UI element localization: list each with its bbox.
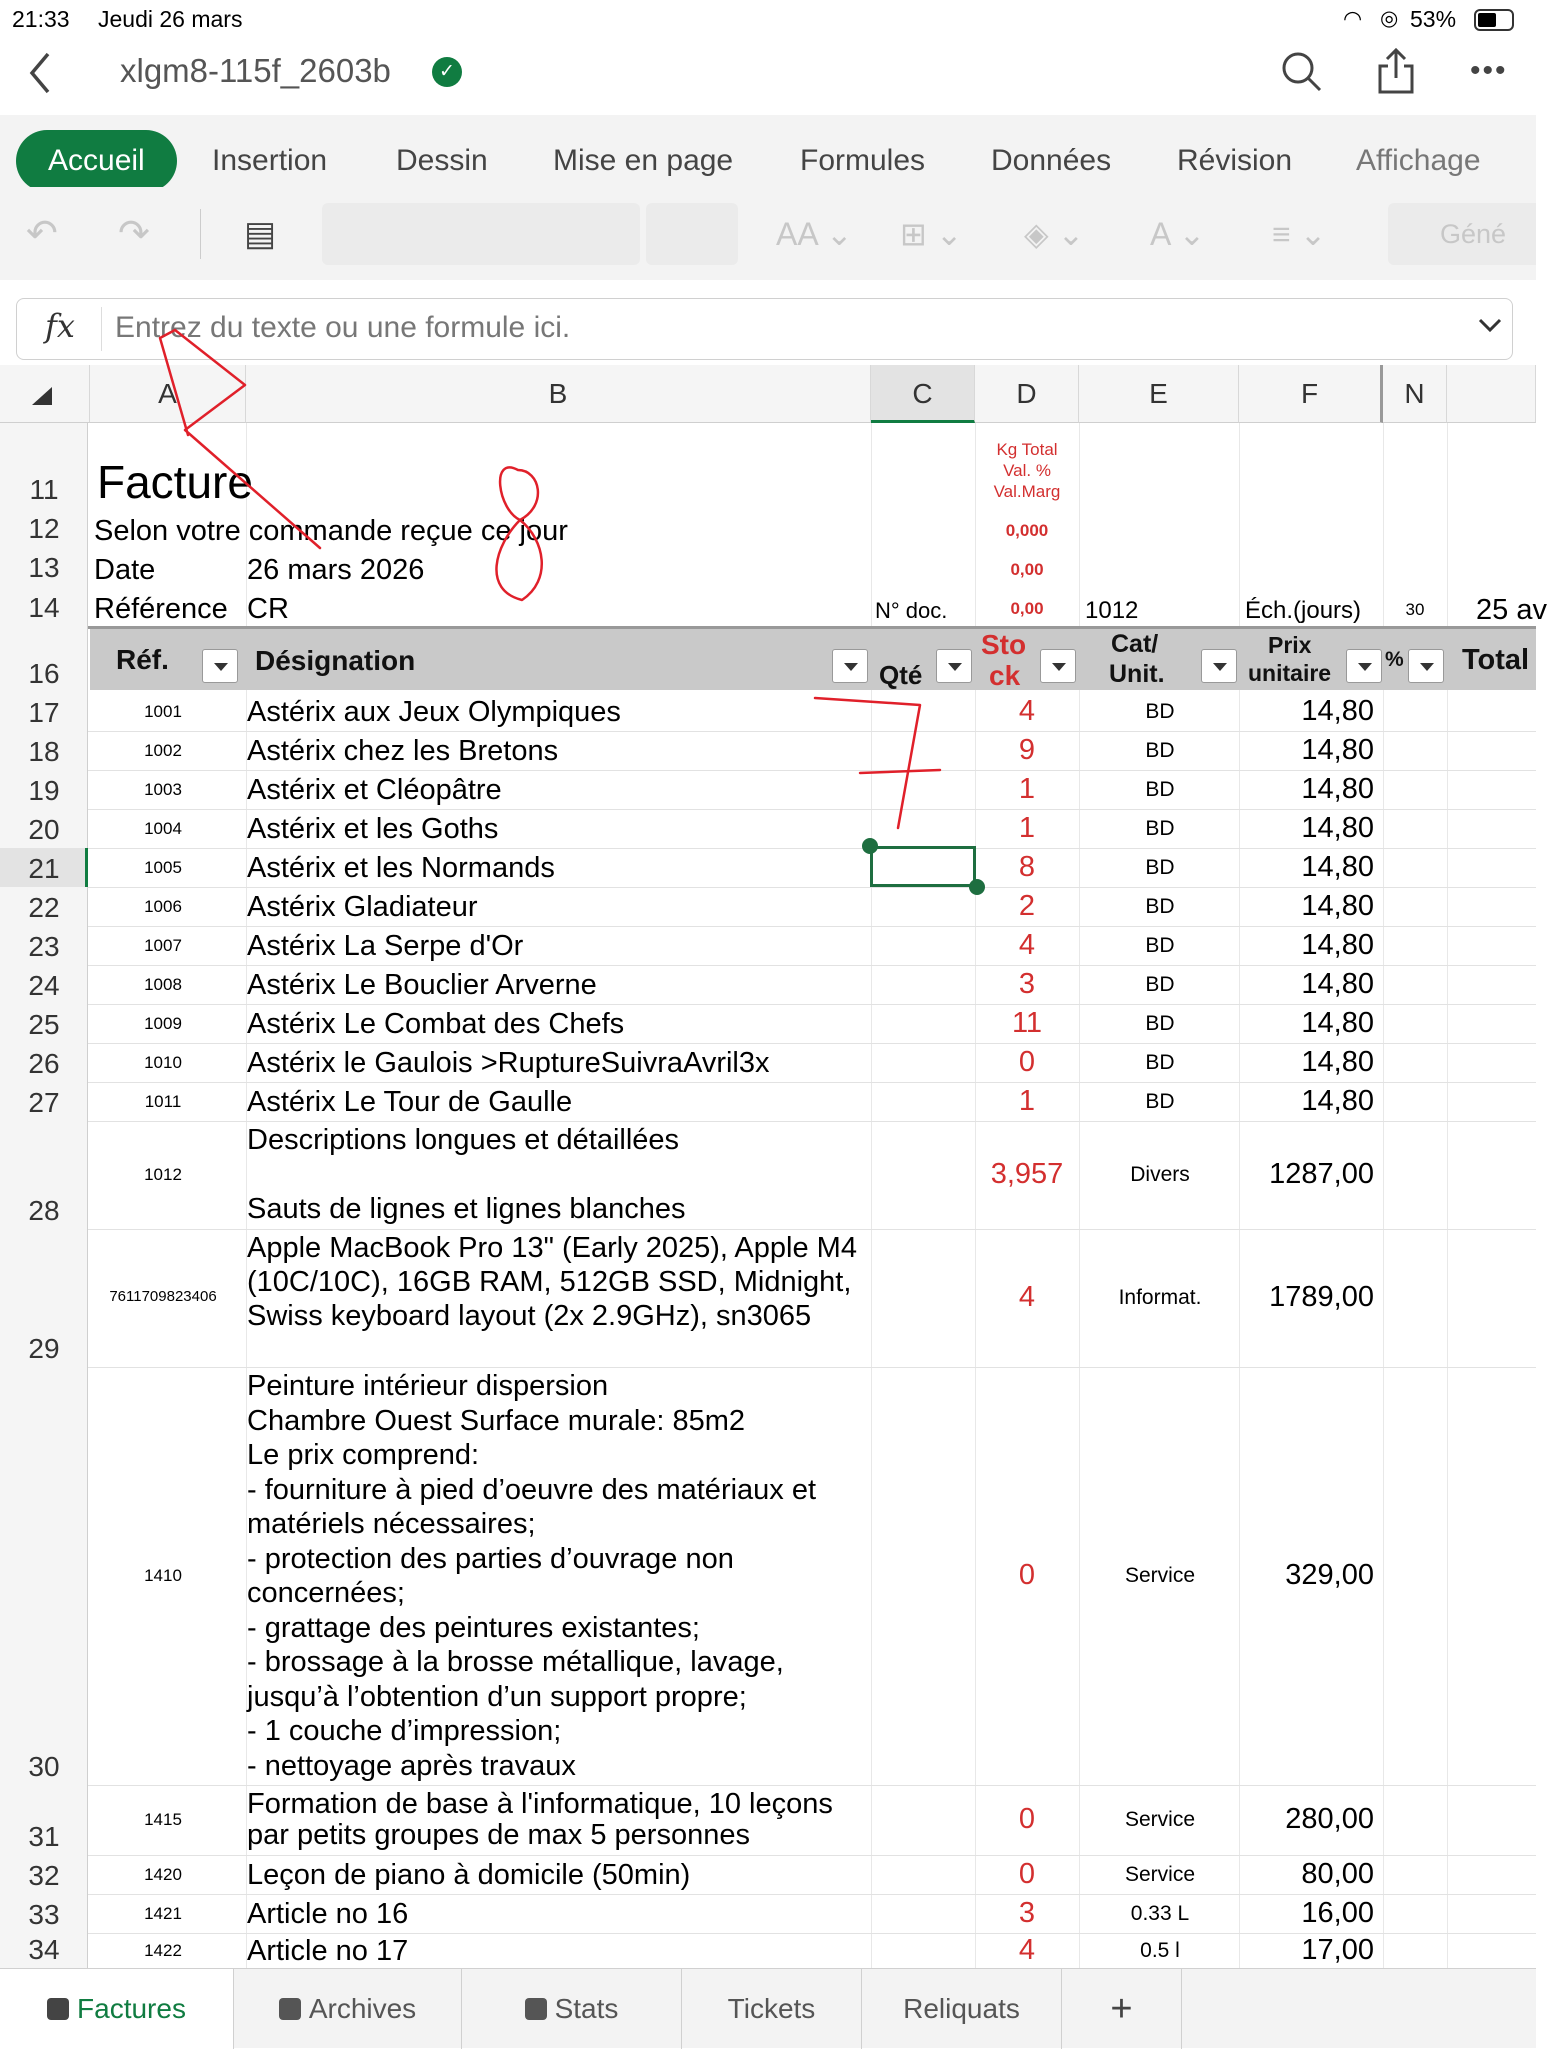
price-cell[interactable]: 14,80: [1301, 1084, 1374, 1117]
lock-icon: [525, 1998, 547, 2020]
header-total[interactable]: Total: [1462, 644, 1530, 676]
row-header[interactable]: 18: [0, 731, 88, 770]
stock-cell[interactable]: 0: [1018, 1857, 1036, 1890]
ref-cell[interactable]: 1410: [144, 1566, 182, 1585]
row-header[interactable]: 27: [0, 1082, 88, 1121]
designation-cell[interactable]: - fourniture à pied d’oeuvre des matériaux et: [247, 1473, 817, 1506]
ref-cell[interactable]: 1010: [144, 1052, 182, 1072]
font-size-icon[interactable]: AA ⌄: [776, 216, 853, 252]
tab-mise-en-page[interactable]: Mise en page: [553, 144, 734, 177]
status-time: 21:33: [12, 6, 70, 32]
stock-cell[interactable]: 3: [1018, 1896, 1036, 1929]
price-cell[interactable]: 14,80: [1301, 850, 1374, 883]
date-label[interactable]: Date: [94, 554, 156, 586]
kg-total-value[interactable]: 0,000: [1005, 521, 1049, 540]
ref-cell[interactable]: 1004: [144, 818, 182, 838]
file-name[interactable]: xlgm8-115f_2603b: [120, 52, 391, 89]
designation-cell[interactable]: Astérix le Gaulois >RuptureSuivraAvril3x: [247, 1046, 770, 1079]
stock-cell[interactable]: 0: [1018, 1559, 1036, 1591]
category-cell[interactable]: Service: [1124, 1862, 1196, 1886]
sheet-tab-reliquats[interactable]: Reliquats: [862, 1969, 1062, 2049]
stock-cell[interactable]: 0: [1018, 1045, 1036, 1078]
row-header[interactable]: 14: [0, 586, 88, 626]
designation-cell[interactable]: par petits groupes de max 5 personnes: [247, 1819, 750, 1851]
price-cell[interactable]: 17,00: [1301, 1933, 1374, 1966]
header-percent[interactable]: %: [1385, 648, 1404, 671]
borders-icon[interactable]: ⊞ ⌄: [900, 216, 963, 252]
designation-cell[interactable]: Astérix Le Bouclier Arverne: [247, 968, 597, 1001]
category-cell[interactable]: Service: [1124, 1808, 1196, 1831]
ref-cell[interactable]: 1421: [144, 1903, 182, 1923]
row-header[interactable]: 13: [0, 547, 88, 586]
header-cat[interactable]: Unit.: [1109, 660, 1165, 688]
price-cell[interactable]: 280,00: [1285, 1803, 1374, 1835]
price-cell[interactable]: 329,00: [1285, 1559, 1374, 1591]
ndoc-value[interactable]: 1012: [1085, 597, 1139, 624]
column-header-b[interactable]: B: [246, 365, 871, 423]
price-cell[interactable]: 16,00: [1301, 1896, 1374, 1929]
sheet-tab-factures[interactable]: Factures: [0, 1969, 234, 2049]
designation-cell[interactable]: Astérix et les Goths: [247, 812, 499, 845]
stock-cell[interactable]: 1: [1018, 811, 1036, 844]
row-header[interactable]: 28: [0, 1121, 88, 1229]
align-icon[interactable]: ≡ ⌄: [1272, 216, 1327, 252]
sheet-tabs: [0, 1968, 1536, 2048]
reference-label[interactable]: Référence: [94, 593, 228, 625]
price-cell[interactable]: 1789,00: [1269, 1281, 1374, 1313]
tab-revision[interactable]: Révision: [1177, 144, 1293, 177]
designation-cell[interactable]: Astérix Le Combat des Chefs: [247, 1007, 625, 1040]
reference-value[interactable]: CR: [247, 593, 289, 625]
category-cell[interactable]: BD: [1145, 972, 1175, 996]
designation-cell[interactable]: Article no 16: [247, 1897, 409, 1930]
lock-icon: [279, 1998, 301, 2020]
category-cell[interactable]: BD: [1145, 777, 1175, 801]
designation-cell[interactable]: - grattage des peintures existantes;: [247, 1611, 700, 1644]
row-header[interactable]: 32: [0, 1855, 88, 1894]
price-cell[interactable]: 14,80: [1301, 1045, 1374, 1078]
price-cell[interactable]: 14,80: [1301, 811, 1374, 844]
header-qte[interactable]: Qté: [879, 660, 923, 690]
category-cell[interactable]: BD: [1145, 738, 1175, 762]
category-cell[interactable]: BD: [1145, 1050, 1175, 1074]
number-format-field[interactable]: Géné: [1388, 203, 1536, 265]
designation-cell[interactable]: jusqu’à l’obtention d’un support propre;: [247, 1680, 747, 1713]
designation-cell[interactable]: Astérix Gladiateur: [247, 890, 478, 923]
ref-cell[interactable]: 1003: [144, 779, 182, 799]
category-cell[interactable]: BD: [1145, 699, 1175, 723]
header-price[interactable]: unitaire: [1248, 660, 1332, 686]
battery-percent: 53%: [1410, 6, 1457, 32]
designation-cell[interactable]: Sauts de lignes et lignes blanches: [247, 1193, 686, 1225]
formula-input[interactable]: Entrez du texte ou une formule ici.: [115, 311, 571, 344]
price-cell[interactable]: 14,80: [1301, 1006, 1374, 1039]
row-header[interactable]: 20: [0, 809, 88, 848]
category-cell[interactable]: 0.5 l: [1140, 1938, 1180, 1962]
fill-color-icon[interactable]: ◈ ⌄: [1024, 216, 1085, 252]
row-header[interactable]: 11: [0, 423, 88, 508]
format-painter-icon[interactable]: ▤: [244, 215, 277, 253]
tab-insertion[interactable]: Insertion: [212, 144, 328, 177]
category-cell[interactable]: Service: [1124, 1564, 1196, 1587]
ref-cell[interactable]: 1422: [144, 1940, 182, 1960]
row-header[interactable]: 19: [0, 770, 88, 809]
price-cell[interactable]: 14,80: [1301, 889, 1374, 922]
stock-cell[interactable]: 4: [1018, 928, 1036, 961]
designation-cell[interactable]: Astérix et les Normands: [247, 851, 555, 884]
header-stock[interactable]: Sto: [981, 629, 1027, 660]
price-cell[interactable]: 14,80: [1301, 772, 1374, 805]
redo-icon[interactable]: ↷: [118, 213, 150, 255]
price-cell[interactable]: 14,80: [1301, 733, 1374, 766]
stock-cell[interactable]: 4: [1018, 694, 1036, 727]
fx-icon: fx: [45, 307, 75, 345]
invoice-subtitle[interactable]: Selon votre commande reçue ce jour: [94, 515, 568, 547]
category-cell[interactable]: 0.33 L: [1130, 1901, 1190, 1925]
category-cell[interactable]: BD: [1145, 1089, 1175, 1113]
ref-cell[interactable]: 1005: [144, 857, 182, 877]
sheet-tab-archives[interactable]: Archives: [234, 1969, 462, 2049]
stock-cell[interactable]: 2: [1018, 889, 1036, 922]
designation-cell[interactable]: concernées;: [247, 1577, 405, 1609]
stock-cell[interactable]: 1: [1018, 1084, 1036, 1117]
header-stock[interactable]: ck: [989, 660, 1021, 691]
column-header-f[interactable]: F: [1239, 365, 1383, 423]
designation-cell[interactable]: Chambre Ouest Surface murale: 85m2: [247, 1404, 746, 1437]
header-designation[interactable]: Désignation: [255, 645, 416, 676]
row-header[interactable]: 34: [0, 1933, 88, 1968]
ref-cell[interactable]: 1008: [144, 974, 182, 994]
stock-cell[interactable]: 1: [1018, 772, 1036, 805]
stock-cell[interactable]: 4: [1018, 1281, 1036, 1313]
tab-accueil[interactable]: Accueil: [16, 130, 177, 192]
ref-cell[interactable]: 1011: [144, 1091, 182, 1111]
ref-cell[interactable]: 1012: [144, 1165, 182, 1184]
designation-cell[interactable]: Leçon de piano à domicile (50min): [247, 1858, 691, 1891]
category-cell[interactable]: BD: [1145, 894, 1175, 918]
stock-cell[interactable]: 4: [1018, 1933, 1036, 1966]
kg-total-label[interactable]: Kg Total: [996, 440, 1058, 459]
tab-dessin[interactable]: Dessin: [396, 144, 488, 177]
more-icon[interactable]: •••: [1470, 54, 1508, 87]
row-header[interactable]: 30: [0, 1367, 88, 1785]
designation-cell[interactable]: - brossage à la brosse métallique, lavage,: [247, 1646, 784, 1678]
wifi-icon: ◠: [1343, 6, 1363, 31]
row-header[interactable]: 26: [0, 1043, 88, 1082]
row-header[interactable]: 22: [0, 887, 88, 926]
designation-cell[interactable]: Article no 17: [247, 1934, 409, 1967]
row-header[interactable]: 24: [0, 965, 88, 1004]
ndoc-label[interactable]: N° doc.: [875, 598, 948, 623]
column-header-e[interactable]: E: [1079, 365, 1239, 423]
designation-cell[interactable]: - protection des parties d’ouvrage non: [247, 1542, 734, 1575]
ref-cell[interactable]: 1420: [144, 1864, 182, 1884]
tab-donnees[interactable]: Données: [991, 144, 1112, 177]
header-cat[interactable]: Cat/: [1111, 630, 1159, 658]
category-cell[interactable]: BD: [1145, 1011, 1175, 1035]
truncated-cell[interactable]: 25 av: [1476, 594, 1547, 626]
row-header[interactable]: 17: [0, 692, 88, 731]
ref-cell[interactable]: 1007: [144, 935, 182, 955]
price-cell[interactable]: 14,80: [1301, 967, 1374, 1000]
row-header[interactable]: 21: [0, 848, 88, 887]
price-cell[interactable]: 1287,00: [1269, 1158, 1374, 1190]
val-pct-value[interactable]: 0,00: [1010, 560, 1044, 579]
val-pct-label[interactable]: Val. %: [1003, 461, 1051, 480]
echeance-label[interactable]: Éch.(jours): [1245, 597, 1362, 624]
row-header[interactable]: 12: [0, 508, 88, 547]
row-header[interactable]: 29: [0, 1229, 88, 1367]
column-header-n[interactable]: N: [1383, 365, 1447, 423]
header-ref[interactable]: Réf.: [116, 644, 169, 675]
category-cell[interactable]: Informat.: [1118, 1286, 1202, 1309]
val-marg-value[interactable]: 0,00: [1010, 599, 1044, 618]
sheet-tab-stats[interactable]: Stats: [462, 1969, 682, 2049]
lock-icon: [47, 1998, 69, 2020]
val-marg-label[interactable]: Val.Marg: [993, 482, 1061, 501]
designation-cell[interactable]: - 1 couche d’impression;: [247, 1715, 562, 1747]
font-color-icon[interactable]: A ⌄: [1150, 216, 1206, 252]
row-header[interactable]: 23: [0, 926, 88, 965]
designation-cell[interactable]: - nettoyage après travaux: [247, 1749, 576, 1782]
designation-cell[interactable]: Astérix aux Jeux Olympiques: [247, 695, 621, 728]
designation-cell[interactable]: Peinture intérieur dispersion: [247, 1370, 609, 1402]
designation-cell[interactable]: Astérix et Cléopâtre: [247, 773, 502, 806]
stock-cell[interactable]: 3: [1018, 967, 1036, 1000]
saved-check-icon: ✓: [432, 57, 462, 87]
echeance-value[interactable]: 30: [1405, 600, 1425, 619]
ref-cell[interactable]: 1001: [144, 701, 182, 721]
header-price[interactable]: Prix: [1268, 632, 1312, 658]
designation-cell[interactable]: Descriptions longues et détaillées: [247, 1124, 680, 1156]
stock-cell[interactable]: 8: [1018, 850, 1036, 883]
ref-cell[interactable]: 7611709823406: [109, 1288, 217, 1305]
location-icon: ◎: [1380, 7, 1399, 30]
designation-cell[interactable]: matériels nécessaires;: [247, 1508, 536, 1540]
designation-cell[interactable]: Apple MacBook Pro 13" (Early 2025), Apple M4 (10C/10C), 16GB RAM, 512GB SSD, Midnight, Swiss keyboard layout (2x 2.9GHz), sn3065: [247, 1232, 857, 1332]
ref-cell[interactable]: 1415: [144, 1810, 182, 1829]
stock-cell[interactable]: 3,957: [990, 1158, 1064, 1190]
tab-affichage[interactable]: Affichage: [1356, 144, 1481, 177]
stock-cell[interactable]: 9: [1018, 733, 1036, 766]
ref-cell[interactable]: 1002: [144, 740, 182, 760]
sheet-tab-tickets[interactable]: Tickets: [682, 1969, 862, 2049]
tab-formules[interactable]: Formules: [800, 144, 926, 177]
status-date: Jeudi 26 mars: [98, 6, 243, 32]
undo-icon[interactable]: ↶: [26, 213, 58, 255]
column-header-c[interactable]: C: [871, 365, 975, 423]
row-header[interactable]: 31: [0, 1785, 88, 1855]
designation-cell[interactable]: Astérix chez les Bretons: [247, 734, 559, 767]
designation-cell[interactable]: Le prix comprend:: [247, 1439, 480, 1471]
ref-cell[interactable]: 1006: [144, 896, 182, 916]
invoice-title[interactable]: Facture: [97, 456, 253, 508]
add-sheet-button[interactable]: +: [1062, 1969, 1182, 2049]
designation-cell[interactable]: Astérix La Serpe d'Or: [247, 929, 524, 962]
stock-cell[interactable]: 0: [1018, 1803, 1036, 1835]
stock-cell[interactable]: 11: [1011, 1006, 1043, 1039]
date-value[interactable]: 26 mars 2026: [247, 554, 425, 586]
category-cell[interactable]: BD: [1145, 816, 1175, 840]
ref-cell[interactable]: 1009: [144, 1013, 182, 1033]
price-cell[interactable]: 14,80: [1301, 694, 1374, 727]
price-cell[interactable]: 80,00: [1301, 1857, 1374, 1890]
designation-cell[interactable]: Formation de base à l'informatique, 10 leçons: [247, 1788, 833, 1820]
category-cell[interactable]: BD: [1145, 855, 1175, 879]
column-header-d[interactable]: D: [975, 365, 1079, 423]
row-header[interactable]: 33: [0, 1894, 88, 1933]
row-header[interactable]: 25: [0, 1004, 88, 1043]
category-cell[interactable]: BD: [1145, 933, 1175, 957]
category-cell[interactable]: Divers: [1130, 1163, 1190, 1186]
column-header-a[interactable]: A: [90, 365, 246, 423]
designation-cell[interactable]: Astérix Le Tour de Gaulle: [247, 1085, 573, 1118]
price-cell[interactable]: 14,80: [1301, 928, 1374, 961]
row-header[interactable]: 16: [0, 626, 88, 692]
